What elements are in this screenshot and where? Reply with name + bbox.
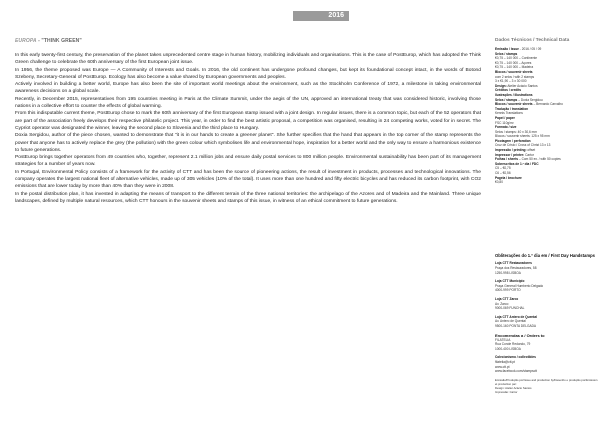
spec-value: C5 – €0,75: [495, 166, 511, 171]
bureau-block-line: Av. Zarco: [495, 301, 509, 306]
spec-value: €0,75 – 140 000 – Açores: [495, 60, 532, 65]
spec-value: Cruz de Cristo / Cross of Christ 13 x 13: [495, 143, 551, 148]
spec-label: Papel / paper: [495, 115, 515, 120]
spec-label: Emissão / Issue: [495, 47, 519, 51]
spec-value: Kennis Translations: [495, 111, 523, 116]
article-title: [15, 38, 82, 44]
first-day-bureau: [495, 253, 599, 394]
technical-data-list: [495, 47, 599, 185]
bureau-block: [495, 333, 599, 352]
bureau-footer-line: Impressão: Cartor: [495, 389, 518, 394]
bureau-block-title: Loja CTT Restauradores: [495, 261, 532, 266]
spec-value: C6 – €0,56: [495, 171, 511, 176]
bureau-block-line: 9500-160 PONTA DELGADA: [495, 323, 537, 328]
spec-label: Ilustrações / illustrations: [495, 92, 533, 97]
spec-label: Créditos / credits: [495, 88, 522, 93]
first-day-heading: Obliterações do 1.º dia em / First Day Handstamps: [495, 253, 595, 258]
bureau-block: [495, 297, 599, 311]
bureau-blocks: [495, 261, 599, 373]
spec-value: FSC 110g/m²: [495, 120, 514, 125]
spec-label: Formato / size: [495, 125, 517, 130]
bureau-block: [495, 261, 599, 275]
bureau-block-line: filatelia@ctt.pt: [495, 359, 516, 364]
year-tab: 2016: [293, 11, 349, 21]
spec-label: Picotagem / perforation: [495, 138, 531, 143]
spec-label: Impressor / printer:: [495, 152, 525, 157]
spec-value: €0,80: [495, 180, 503, 185]
spec-label: Blocos / souvenir sheets: [495, 69, 533, 74]
paragraph-7: PostEurop brings together operators from 49 countries who, together, represent 2.1 million jobs and ensure daily postal services to 800 million people. Environmental sustainability has been part of its management strategies for a number of years now.: [15, 155, 481, 168]
spec-label: Folhas / sheets: [495, 157, 519, 162]
bureau-block-title: Loja CTT Antero de Quental: [495, 314, 538, 319]
paragraph-2: In 1956, the theme proposed was Europe — A Community of Interests and Goals. In 2016, the old continent has undergone profound changes, but kept its foundational concept intact, in the words of Botond Szebeny, Secretary-General of PostEurop. Ecology has also become a value shared by European governments and peoples.: [15, 67, 481, 80]
spec-label: Design:: [495, 83, 507, 88]
bureau-block-line: Av. Antero de Quental: [495, 319, 526, 324]
spec-label: Selos / stamps: [495, 51, 518, 56]
paragraph-8: In Portugal, Environmental Policy consists of a framework for the activity of CTT and has been the source of pioneering actions, the result of investment in products, processes and technological innovations. The company operates the largest national fleet of alternative vehicles, made up of 305 vehicles (10% of the total). It uses more than one hundred and fifty electric bicycles and has reduced its carbon footprint, with CO2 emissions that are lower today by more than 40% than they were in 2008.: [15, 169, 481, 190]
spec-label: Pagela / brochure: [495, 175, 522, 180]
bureau-footer-line: Emissão/Produção por/Issue and production by/Desenho e produção por/Emission et production par:: [495, 377, 598, 386]
spec-label: Tradução / translation: [495, 106, 529, 111]
paragraph-9: In the postal distribution plan, it has invested in adapting the means of transport to the different terrain of the three national territories: the archipelago of the Azores and of Madeira and the Mainland. Three unique landscapes, defined by multiple natural resources, which CTT honours in the souvenir sheets and stamps of this issue, in witness of an ethical commitment to future generations.: [15, 191, 481, 204]
bureau-block-title: Loja CTT Zarco: [495, 296, 519, 301]
bureau-block-line: 9000-069 FUNCHAL: [495, 306, 525, 311]
spec-value: – Bernardo Carvalho: [532, 102, 563, 107]
bureau-block-line: 1250-998 LISBOA: [495, 270, 521, 275]
bureau-block-line: Praça dos Restauradores, 58: [495, 266, 537, 270]
spec-label: Impressão / printing:: [495, 148, 527, 153]
bureau-block-title: Loja CTT Municipio: [495, 279, 525, 284]
bureau-block-title: Encomendas a / Orders to: [495, 332, 545, 338]
spec-value: Selos / stamps: 40 x 30,6 mm: [495, 129, 537, 134]
bureau-block-line: Praça General Humberto Delgado: [495, 283, 544, 288]
spec-value: Blocos / souvenir sheets: 125 x 95 mm: [495, 134, 550, 139]
bureau-block-line: FILATELIA: [495, 337, 511, 342]
brand-name: EUROPA: [15, 38, 37, 44]
paragraph-5: From this indisputable current theme, PostEurop chose to mark the 60th anniversary of the first European stamp issued with a joint design. In regular issues, there is a common topic, but each of the 52 operators that are part of the association freely develops their respective philatelic project. This year, in order to find the best artistic proposal, a competition was organised, resulting in 24 competing works, voted for in secret. The Cypriot operator was designated the winner, leaving the second place to Slovenia and the third place to Hungary.: [15, 111, 481, 131]
spec-value: com 2 selos / with 2 stamps: [495, 74, 535, 79]
technical-data-title: Dados Técnicos / Technical Data: [495, 38, 570, 43]
bureau-block: [495, 355, 599, 373]
bureau-block-line: www.ctt.pt: [495, 364, 510, 369]
spec-value: – Com 50 ex. / with 50 copies: [518, 157, 561, 162]
spec-value: – Doxia Sergidou: [517, 97, 543, 102]
spec-label: Blocos / souvenir sheets: [495, 102, 533, 107]
paragraph-6: Doxia Sergidou, author of the piece chosen, wanted to demonstrate that "it is in our hands to create a greener planet". She further specifies that the hand that appears in the top corner of the stamp represents the power that anyone has to actively replace the grey (the pollution) with the green colour which symbolises life and environmental hope, inspiration for a better world and the only way to ensure a harmonious existence to future generations.: [15, 133, 481, 153]
spec-value: €0,75 – 140 000 – Madeira: [495, 65, 534, 70]
paragraph-3: Actively involved in building a better world, Europe has also been the site of important world meetings about the environment, such as the Stockholm Conference of 1972, a milestone in taking environmental awareness decisions on a global scale.: [15, 82, 481, 95]
bureau-block-line: 1000-400 LISBOA: [495, 346, 521, 351]
spec-value: Atelier Acácio Santos: [506, 83, 538, 88]
bureau-footer: [495, 378, 599, 394]
bureau-block-line: 4000-999 PORTO: [495, 288, 521, 293]
article-body: [15, 52, 481, 205]
spec-label: Sobrescritos de 1.º dia / FDC: [495, 161, 539, 166]
spec-line: [495, 180, 599, 185]
paragraph-4: Recently, in December 2015, representatives from 195 countries meeting in Paris at the Climate Summit, under the aegis of the UN, approved an international treaty that was considered historic, involving those nations in a collective effort to counter the effects of global warming.: [15, 96, 481, 110]
bureau-block: [495, 279, 599, 293]
article-title-text: - "THINK GREEN": [36, 38, 82, 44]
paragraph-1: In this early twenty-first century, the preservation of the planet takes unprecedented centre stage in human history, mobilizing individuals and organisations. This is the case of PostEurop, which has adopted the Think Green challenge to celebrate the 60th anniversary of the first European joint issue.: [15, 53, 481, 66]
spec-value: 3 x €1,90 – 3 x 30 000: [495, 79, 527, 84]
bureau-block-line: www.facebook.com/stampsctt: [495, 369, 537, 374]
bureau-block-title: Colecionismo / collectibles: [495, 355, 536, 360]
spec-value: €0,75 – 140 000 – Continente: [495, 56, 538, 61]
spec-value: offset: [526, 148, 536, 153]
spec-value: - 2016 / 05 / 09: [518, 47, 542, 51]
bureau-block-line: Rua Conde Redondo, 79: [495, 342, 531, 347]
spec-value: Cartor: [524, 152, 534, 157]
bureau-block: [495, 315, 599, 329]
spec-label: Selos / stamps: [495, 97, 518, 102]
bureau-footer-line: Design: Atelier Acácio Santos: [495, 385, 532, 390]
